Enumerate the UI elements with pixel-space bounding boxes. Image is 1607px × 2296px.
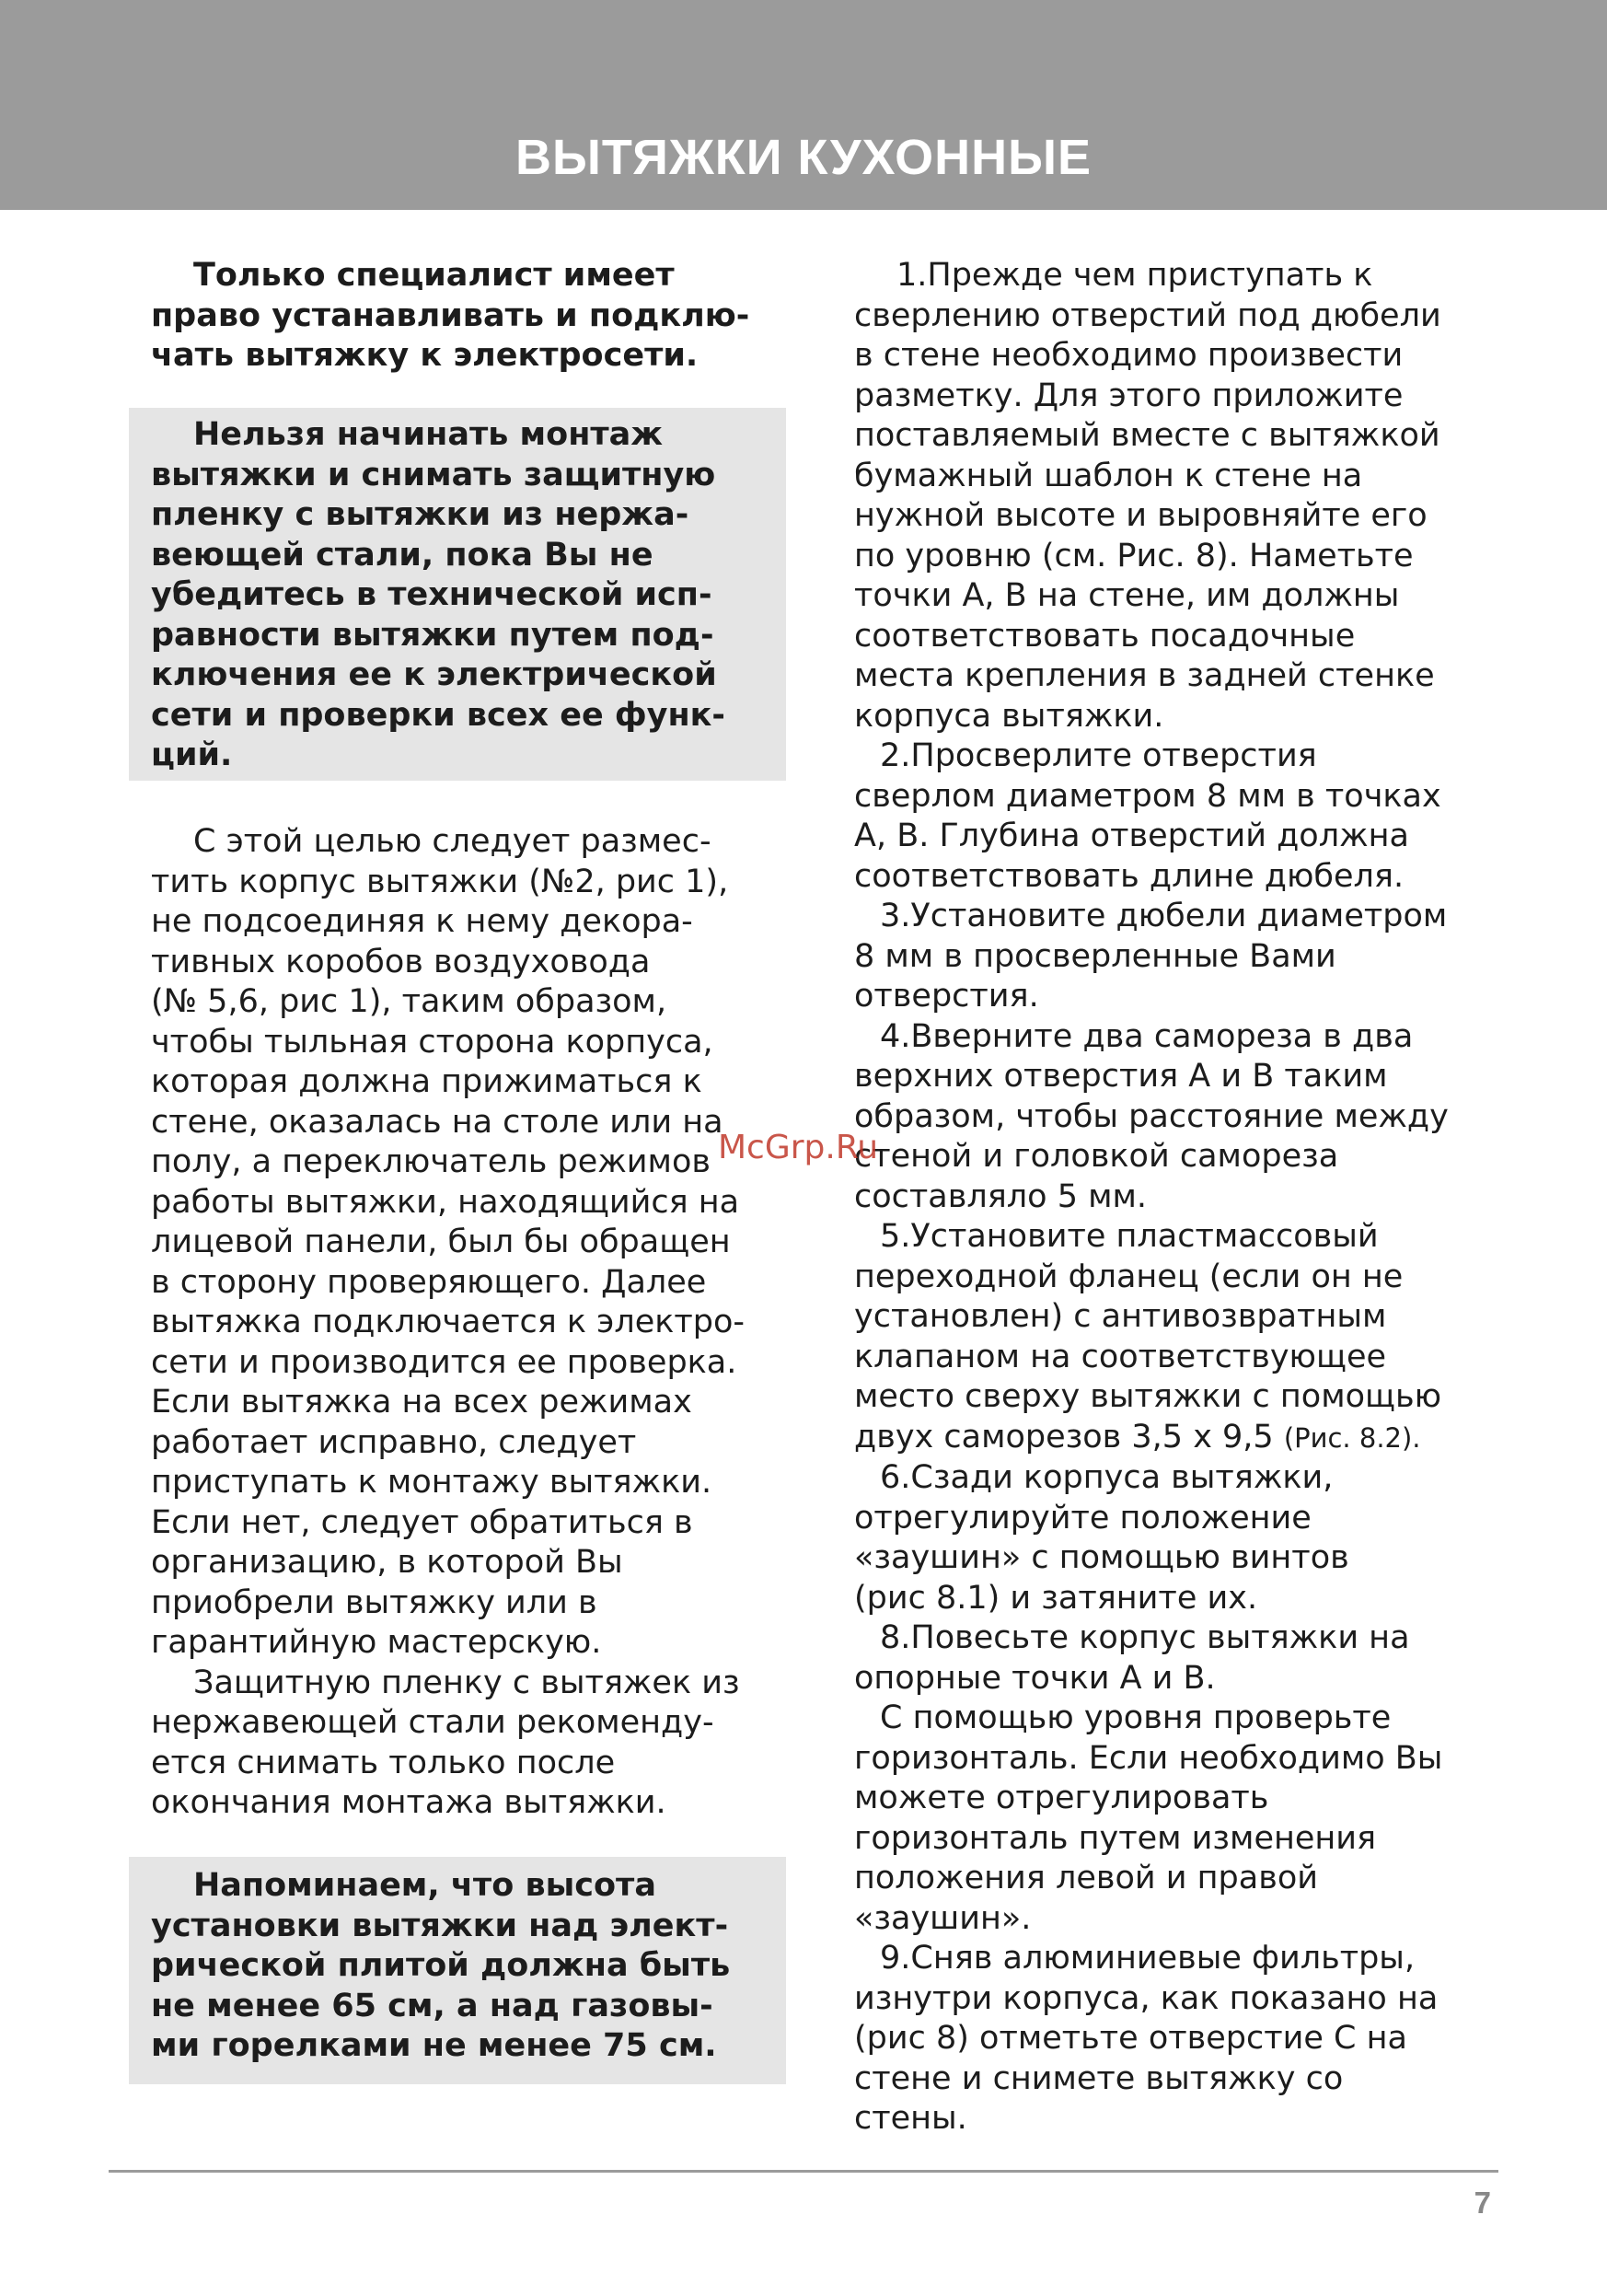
step-line: 4.Вверните два самореза в два (880, 1017, 1414, 1055)
step-line: стеной и головкой самореза (854, 1138, 1339, 1175)
text-line: тить корпус вытяжки (№2, рис 1), (151, 863, 729, 900)
step-line: бумажный шаблон к стене на (854, 457, 1363, 494)
text-line: сети и проверки всех ее функ- (151, 696, 725, 734)
step-line: корпуса вытяжки. (854, 697, 1164, 735)
step-line: разметку. Для этого приложите (854, 377, 1404, 414)
text-line: работы вытяжки, находящийся на (151, 1183, 740, 1221)
step-line: 8 мм в просверленные Вами (854, 937, 1336, 975)
step-line: А, В. Глубина отверстий должна (854, 818, 1409, 854)
text-line: (№ 5,6, рис 1), таким образом, (151, 983, 667, 1020)
step-line: горизонталь. Если необходимо Вы (854, 1739, 1443, 1777)
text-line: Если нет, следует обратиться в (151, 1503, 693, 1541)
text-line: нержавеющей стали рекоменду- (151, 1704, 714, 1741)
text-line: полу, а переключатель режимов (151, 1143, 711, 1180)
page-number: 7 (1474, 2186, 1491, 2220)
step-line: по уровню (см. Рис. 8). Наметьте (854, 537, 1414, 574)
step-line: составляло 5 мм. (854, 1177, 1148, 1215)
step-line: «заушин» с помощью винтов (854, 1539, 1349, 1576)
step-line: место сверху вытяжки с помощью (854, 1378, 1442, 1415)
step-line: верхних отверстия А и В таким (854, 1058, 1388, 1095)
text-line: веющей стали, пока Вы не (151, 536, 653, 574)
step-line: соответствовать длине дюбеля. (854, 857, 1405, 895)
step-line: опорные точки А и В. (854, 1659, 1216, 1697)
step-line: отверстия. (854, 978, 1039, 1015)
text-line: приобрели вытяжку или в (151, 1583, 597, 1621)
text-line: Если вытяжка на всех режимах (151, 1384, 692, 1421)
text-line: Напоминаем, что высота (193, 1867, 656, 1904)
text-line: приступать к монтажу вытяжки. (151, 1464, 712, 1501)
step-line: (рис 8.1) и затяните их. (854, 1579, 1258, 1617)
text-line: ется снимать только после (151, 1744, 616, 1781)
step-line: поставляемый вместе с вытяжкой (854, 417, 1440, 454)
text-line: тивных коробов воздуховода (151, 943, 651, 980)
step-line: 9.Сняв алюминиевые фильтры, (880, 1940, 1416, 1977)
step-text: двух саморезов 3,5 х 9,5 (854, 1418, 1274, 1455)
warning-installation (151, 415, 795, 776)
step-line: установлен) с антивозвратным (854, 1298, 1387, 1335)
step-line: сверлом диаметром 8 мм в точках (854, 777, 1441, 815)
footer-rule (109, 2170, 1498, 2173)
warning-height (151, 1866, 795, 2067)
step-line: 3.Установите дюбели диаметром (880, 898, 1448, 934)
step-line: в стене необходимо произвести (854, 337, 1404, 374)
text-line: убедитесь в технической исп- (151, 576, 712, 613)
body-check-procedure (151, 822, 795, 1824)
text-line: право устанавливать и подклю- (151, 296, 750, 334)
step-line: отрегулируйте положение (854, 1499, 1312, 1536)
text-line: стене, оказалась на столе или на (151, 1103, 723, 1141)
page-title: ВЫТЯЖКИ КУХОННЫЕ (515, 130, 1092, 185)
text-line: лицевой панели, был бы обращен (151, 1223, 731, 1260)
text-line: равности вытяжки путем под- (151, 616, 714, 654)
text-line: Только специалист имеет (193, 257, 675, 294)
text-line: работает исправно, следует (151, 1423, 637, 1461)
text-line: в сторону проверяющего. Далее (151, 1263, 707, 1301)
step-line: 1.Прежде чем приступать к (896, 257, 1373, 294)
step-line: нужной высоте и выровняйте его (854, 497, 1428, 534)
text-line: Защитную пленку с вытяжек из (193, 1664, 740, 1701)
step-line: соответствовать посадочные (854, 617, 1356, 655)
text-line: окончания монтажа вытяжки. (151, 1784, 666, 1821)
text-line: рической плитой должна быть (151, 1947, 731, 1984)
step-line: горизонталь путем изменения (854, 1819, 1377, 1857)
step-line: можете отрегулировать (854, 1780, 1269, 1816)
text-line: ключения ее к электрической (151, 656, 717, 693)
watermark: McGrp.Ru (718, 1129, 879, 1166)
text-line: вытяжки и снимать защитную (151, 456, 716, 493)
warning-specialist (151, 256, 795, 377)
text-line: не менее 65 см, а над газовы- (151, 1987, 713, 2024)
step-line: 6.Сзади корпуса вытяжки, (880, 1459, 1334, 1496)
step-line: 5.Установите пластмассовый (880, 1218, 1379, 1255)
text-line: пленку с вытяжки из нержа- (151, 496, 689, 533)
text-line: чтобы тыльная сторона корпуса, (151, 1023, 713, 1061)
text-line: сети и производится ее проверка. (151, 1343, 737, 1381)
text-line: Нельзя начинать монтаж (193, 416, 664, 453)
step-line: изнутри корпуса, как показано на (854, 1979, 1439, 2017)
step-line: переходной фланец (если он не (854, 1258, 1404, 1295)
step-line: образом, чтобы расстояние между (854, 1097, 1449, 1135)
text-line: не подсоединяя к нему декора- (151, 903, 693, 940)
step-line-with-fig (854, 1418, 1517, 1459)
text-line: ций. (151, 736, 233, 773)
step-line: точки А, В на стене, им должны (854, 577, 1400, 614)
step-line: стене и снимете вытяжку со (854, 2059, 1344, 2097)
text-line: вытяжка подключается к электро- (151, 1304, 746, 1340)
step-line: 8.Повесьте корпус вытяжки на (880, 1619, 1410, 1656)
step-line: положения левой и правой (854, 1860, 1318, 1896)
text-line: гарантийную мастерскую. (151, 1624, 602, 1661)
step-line: сверлению отверстий под дюбели (854, 296, 1441, 334)
text-line: организацию, в которой Вы (151, 1544, 623, 1581)
text-line: которая должна прижиматься к (151, 1063, 702, 1100)
step-line: клапаном на соответствующее (854, 1338, 1387, 1375)
text-line: ми горелками не менее 75 см. (151, 2027, 717, 2064)
step-line: С помощью уровня проверьте (880, 1699, 1392, 1736)
text-line: установки вытяжки над элект- (151, 1907, 729, 1944)
step-line: 2.Просверлите отверстия (880, 737, 1317, 774)
step-line: «заушин». (854, 1899, 1032, 1937)
text-line: С этой целью следует размес- (193, 823, 711, 860)
installation-steps (854, 256, 1517, 2139)
step-line: стены. (854, 2100, 967, 2137)
step-line: (рис 8) отметьте отверстие С на (854, 2020, 1407, 2057)
text-line: чать вытяжку к электросети. (151, 337, 699, 374)
figure-reference: (Рис. 8.2). (1283, 1421, 1421, 1454)
step-line: места крепления в задней стенке (854, 657, 1435, 694)
